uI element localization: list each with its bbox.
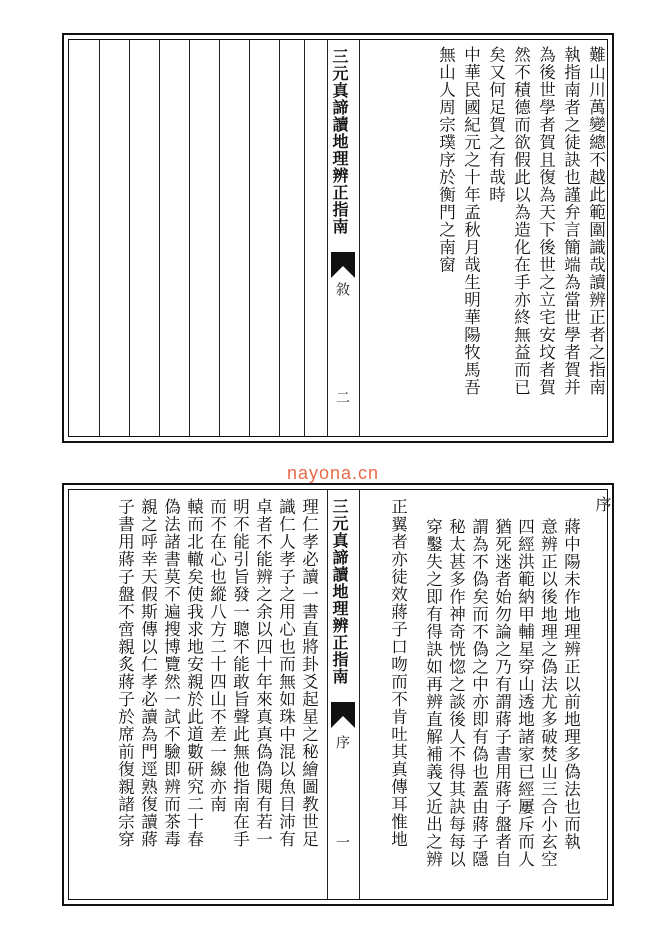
text-column-3: 四經洪範納甲輔星穿山透地諸家已經屢斥而人 [515,518,535,868]
bottom-page [62,483,614,906]
section-label: 序 [593,496,612,512]
fish-tail-mark [331,252,355,278]
text-column-14: 轅而北轍矣使我求地安親於此道數研究二十春 [184,498,204,848]
text-column-5: 謂為不偽矣而不偽之中亦即有偽也蓋由蔣子隱 [469,518,489,868]
text-column-11: 卓者不能辨之余以四十年來真真偽偽閱有若一 [253,498,273,848]
text-column-3: 為後世學者賀且復為天下後世之立宅安坟者賀 [536,46,556,396]
spine-title: 三元真諦讀地理辨正指南 [330,48,349,235]
text-column-2: 執指南者之徒訣也謹弁言簡端為當世學者賀并 [561,46,581,396]
text-column-15: 偽法諸書莫不遍搜博覽然一試不驗即辨而茶毒 [161,498,181,848]
spine-page-number: 一 [334,835,350,850]
spine-section: 序 [334,735,350,750]
spine-section: 敘 [334,282,350,297]
text-column-4: 然不積德而欲假此以為造化在手亦終無益而已 [511,46,531,396]
text-column-6: 秘太甚多作神奇恍惚之談後人不得其訣每每以 [446,518,466,868]
text-column-1: 蔣中陽未作地理辨正以前地理多偽法也而執 [561,518,581,851]
text-column-2: 意辨正以後地理之偽法尤多破焚山三合小玄空 [538,518,558,868]
text-column-9: 理仁孝必讀一書直將卦爻起星之秘繪圖教世足 [299,498,319,848]
text-column-17: 子書用蔣子盤不啻親炙蔣子於席前復親諸宗穿 [115,498,135,848]
text-column-6: 中華民國紀元之十年孟秋月哉生明華陽牧馬吾 [461,46,481,396]
spine-rule-right [359,40,360,436]
text-column-7: 穿鑿失之即有得訣如再辨直解補義又近出之辨 [423,518,443,868]
column-rule [129,40,130,436]
fish-tail-mark [331,702,355,728]
column-rule [249,40,250,436]
column-rule [279,40,280,436]
text-column-5: 矣又何足賀之有哉時 [486,46,506,204]
text-column-16: 親之呼幸天假斯傳以仁孝必讀為門逕熟復讀蔣 [138,498,158,848]
text-column-10: 識仁人孝子之用心也而無如珠中混以魚目沛有 [276,498,296,848]
top-page-frame [68,39,608,437]
column-rule [304,40,305,436]
column-rule [219,40,220,436]
spine-title: 三元真諦讀地理辨正指南 [330,498,349,685]
spine-page-number: 二 [334,390,350,405]
text-column-7: 無山人周宗璞序於衡門之南窗 [436,46,456,274]
column-rule [99,40,100,436]
top-page [62,33,614,443]
watermark-text: nayona.cn [286,463,380,483]
spine-rule-left [327,40,328,436]
spine-rule-right [359,490,360,899]
text-column-8: 正翼者亦徒效蔣子口吻而不肯吐其真傳耳惟地 [388,498,408,848]
text-column-1: 難山川萬變總不越此範圍識哉讀辨正者之指南 [586,46,606,396]
text-column-13: 而不在心也縱八方二十四山不差一線亦南 [207,498,227,813]
text-column-4: 猶死迷者始勿論之乃有謂蔣子書用蔣子盤者自 [492,518,512,868]
spine-rule-left [327,490,328,899]
column-rule [159,40,160,436]
bottom-page-frame [68,489,612,900]
column-rule [189,40,190,436]
text-column-12: 明不能引旨發一聰不能敢旨聲此無他指南在手 [230,498,250,848]
